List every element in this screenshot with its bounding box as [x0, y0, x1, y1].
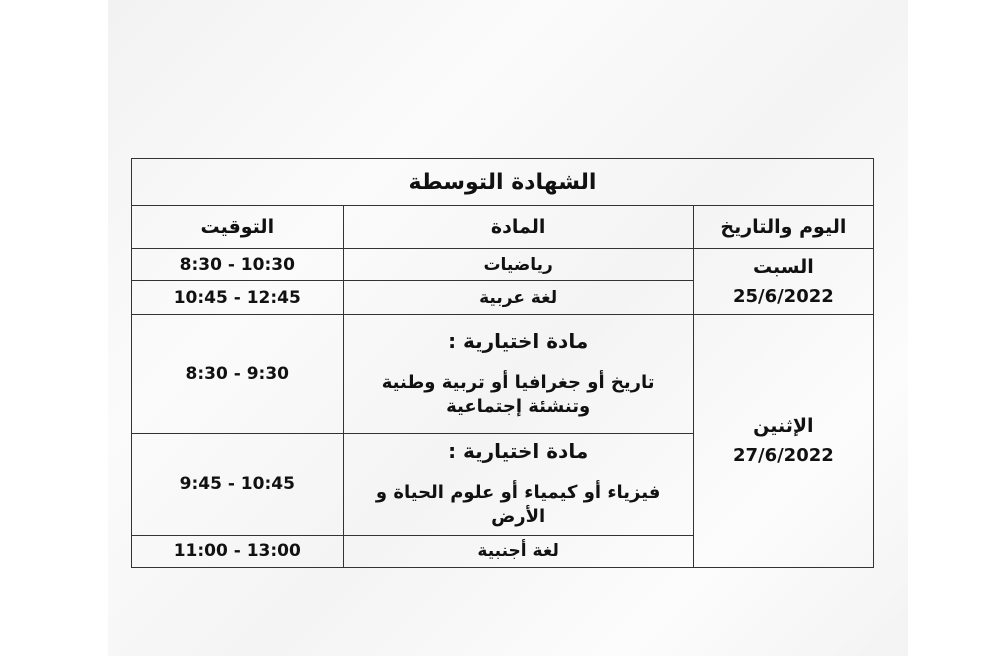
elective-options: فيزياء أو كيمياء أو علوم الحياة و الأرض — [375, 482, 661, 528]
day-cell-monday — [693, 315, 873, 568]
elective-subject-cell — [343, 433, 693, 535]
table-row — [132, 315, 874, 433]
elective-subject-cell — [343, 315, 693, 433]
time-cell: 9:45 - 10:45 — [132, 433, 344, 535]
table-row — [132, 249, 874, 281]
header-time: التوقيت — [132, 206, 344, 249]
header-row — [132, 206, 874, 249]
subject-cell: لغة عربية — [343, 281, 693, 315]
header-subject: المادة — [343, 206, 693, 249]
exam-schedule-table — [131, 158, 874, 568]
time-cell: 8:30 - 10:30 — [132, 249, 344, 281]
day-name: الإثنين — [753, 415, 814, 438]
title-row — [132, 159, 874, 206]
day-cell-saturday — [693, 249, 873, 315]
day-date: 25/6/2022 — [732, 285, 834, 307]
time-cell: 11:00 - 13:00 — [132, 535, 344, 567]
subject-cell: رياضيات — [343, 249, 693, 281]
time-cell: 8:30 - 9:30 — [132, 315, 344, 433]
day-date: 27/6/2022 — [732, 445, 834, 467]
elective-label: مادة اختيارية : — [448, 439, 589, 464]
subject-cell: لغة أجنبية — [343, 535, 693, 567]
day-name: السبت — [752, 255, 814, 278]
time-cell: 10:45 - 12:45 — [132, 281, 344, 315]
elective-options: تاريخ أو جغرافيا أو تربية وطنية وتنشئة إجتماعية — [381, 372, 655, 417]
header-day-date: اليوم والتاريخ — [693, 206, 873, 249]
table-title: الشهادة التوسطة — [132, 159, 874, 206]
elective-label: مادة اختيارية : — [448, 329, 589, 353]
